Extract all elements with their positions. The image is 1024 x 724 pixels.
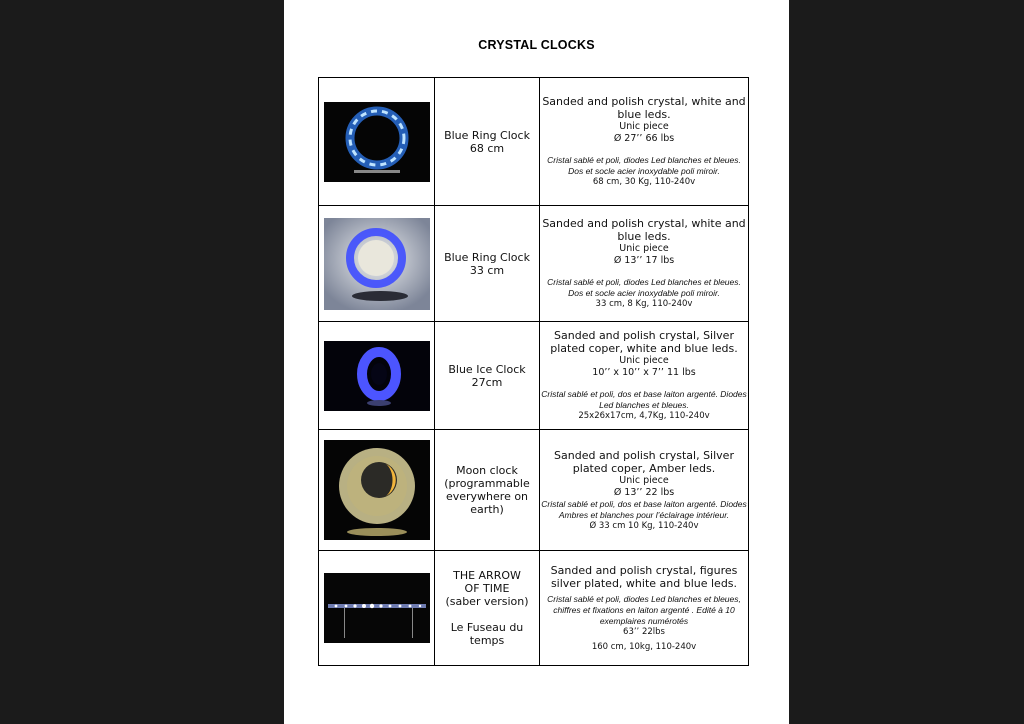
spec-text: Ø 33 cm 10 Kg, 110-240v [589, 520, 699, 531]
spec-text: 160 cm, 10kg, 110-240v [591, 641, 697, 652]
product-description-cell [540, 430, 749, 551]
blue-ring-clock-photo-icon [324, 102, 430, 182]
product-description-cell [540, 206, 749, 322]
product-name-line: earth) [470, 503, 504, 516]
product-description-cell [540, 322, 749, 430]
page-title: CRYSTAL CLOCKS [478, 38, 595, 52]
table-row [319, 322, 749, 430]
product-name-line: 27cm [471, 375, 503, 389]
arrow-of-time-photo-icon [324, 573, 430, 643]
product-name-line: everywhere on [445, 490, 529, 503]
product-name-line: Blue Ice Clock [448, 362, 526, 376]
blue-ring-clock-small-photo-icon [324, 218, 430, 310]
table-row [319, 551, 749, 666]
product-name-line: temps [469, 634, 505, 647]
product-name-line: OF TIME [464, 582, 510, 595]
product-image-cell [319, 78, 435, 206]
product-name-line: Blue Ring Clock [444, 128, 530, 142]
table-row [319, 78, 749, 206]
dimensions-text: Ø 13’’ 17 lbs [613, 255, 675, 266]
french-description: Cristal sablé et poli, diodes Led blanches et bleues. Dos et socle acier inoxydable poli miroir. [547, 277, 741, 298]
product-name-line: Blue Ring Clock [444, 250, 530, 264]
product-name-line: Moon clock [456, 464, 518, 477]
product-name-cell [435, 430, 540, 551]
table-row [319, 430, 749, 551]
spec-text: 33 cm, 8 Kg, 110-240v [595, 299, 693, 309]
spec-text: 68 cm, 30 Kg, 110-240v [592, 177, 696, 187]
french-description: Cristal sablé et poli, dos et base laiton argenté. Diodes Ambres et blanches pour l’éclairage intérieur. [541, 498, 747, 520]
moon-clock-photo-icon [324, 440, 430, 540]
product-name-line: 33 cm [469, 263, 505, 277]
unic-label: Unic piece [619, 474, 669, 486]
english-description: Sanded and polish crystal, figures silver plated, white and blue leds. [550, 563, 738, 590]
product-name-line: Le Fuseau du [450, 621, 524, 634]
product-name-line: (programmable [444, 477, 530, 490]
english-description: Sanded and polish crystal, Silver plated coper, white and blue leds. [550, 329, 738, 355]
product-description-cell [540, 78, 749, 206]
product-image-cell [319, 430, 435, 551]
unic-label: Unic piece [619, 121, 669, 132]
french-description: Cristal sablé et poli, diodes Led blanches et bleues, chiffres et fixations en laiton argenté . Edité à 10 exemplaires numérotés [547, 593, 741, 626]
table-row [319, 206, 749, 322]
english-description: Sanded and polish crystal, Silver plated coper, Amber leds. [554, 448, 734, 475]
product-image-cell [319, 551, 435, 666]
document-page [284, 0, 789, 724]
product-name-cell [435, 206, 540, 322]
product-name-line: 68 cm [469, 141, 505, 155]
unic-label: Unic piece [619, 355, 669, 366]
french-description: Cristal sablé et poli, diodes Led blanches et bleues. Dos et socle acier inoxydable poli miroir. [547, 155, 741, 176]
product-image-cell [319, 322, 435, 430]
unic-label: Unic piece [619, 243, 669, 254]
blue-ice-clock-photo-icon [324, 341, 430, 411]
product-name-cell [435, 322, 540, 430]
english-description: Sanded and polish crystal, white and blue leds. [542, 95, 746, 121]
product-name-line: (saber version) [445, 595, 529, 608]
french-description: Cristal sablé et poli, dos et base laiton argenté. Diodes Led blanches et bleues. [541, 389, 747, 410]
product-description-cell [540, 551, 749, 666]
dimensions-text: 10’’ x 10’’ x 7’’ 11 lbs [592, 367, 696, 378]
dimensions-text: Ø 27’’ 66 lbs [613, 133, 675, 144]
product-image-cell [319, 206, 435, 322]
product-name-cell [435, 78, 540, 206]
english-description: Sanded and polish crystal, white and blue leds. [542, 217, 746, 243]
weight-text: 63’’ 22lbs [623, 626, 665, 637]
product-name-line: THE ARROW [453, 569, 521, 582]
product-table [318, 77, 749, 666]
product-name-cell [435, 551, 540, 666]
dimensions-text: Ø 13’’ 22 lbs [613, 486, 675, 498]
spec-text: 25x26x17cm, 4,7Kg, 110-240v [578, 411, 710, 421]
